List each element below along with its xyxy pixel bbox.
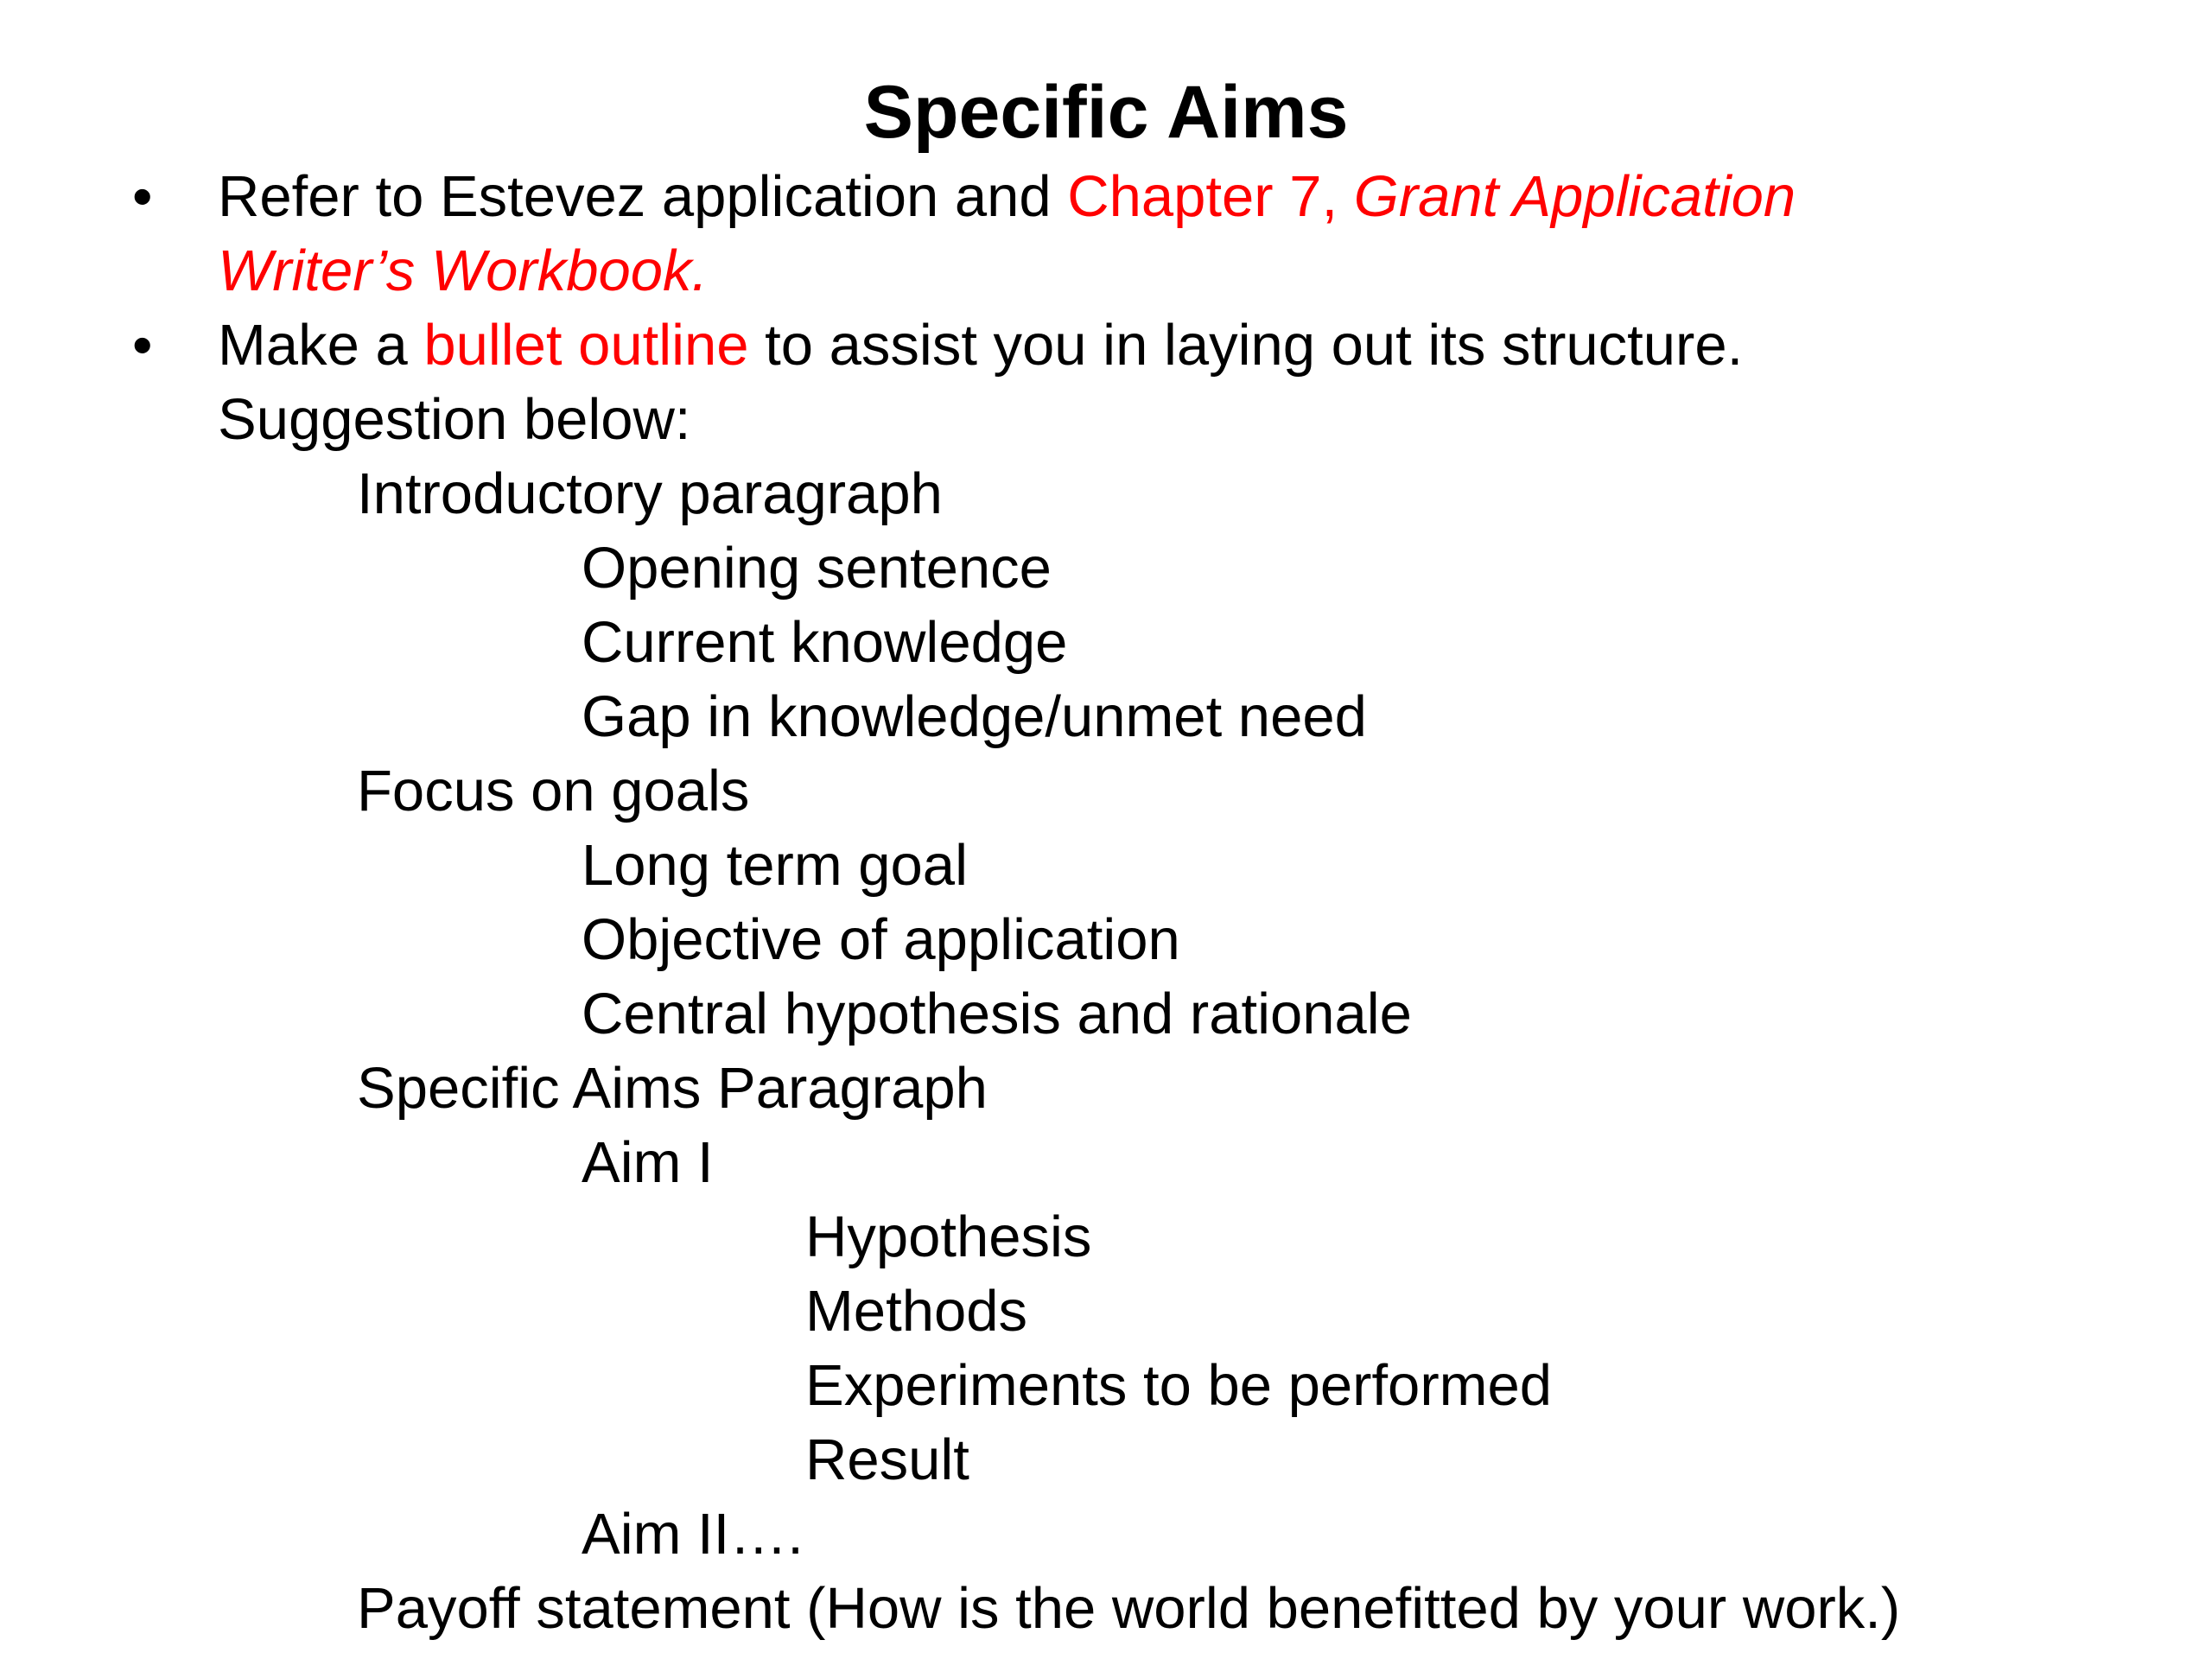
- chapter-reference: Chapter 7,: [1067, 164, 1354, 229]
- outline-central-hypothesis: Central hypothesis and rationale: [582, 982, 1412, 1046]
- bullet-2-line-2: Suggestion below:: [218, 387, 691, 452]
- outline-result: Result: [805, 1427, 969, 1492]
- bullet-2-line-1: [218, 308, 1743, 383]
- outline-focus-on-goals: Focus on goals: [357, 759, 750, 823]
- outline-hypothesis: Hypothesis: [805, 1205, 1092, 1269]
- bullet-outline-highlight: bullet outline: [423, 313, 749, 378]
- bullet-1-text: Refer to Estevez application and: [218, 164, 1068, 229]
- outline-current-knowledge: Current knowledge: [582, 610, 1068, 675]
- outline-aim-1: Aim I: [582, 1130, 714, 1195]
- outline-gap-in-knowledge: Gap in knowledge/unmet need: [582, 684, 1367, 749]
- outline-opening-sentence: Opening sentence: [582, 536, 1052, 601]
- outline-methods: Methods: [805, 1279, 1027, 1344]
- slide-title: Specific Aims: [863, 71, 1349, 154]
- outline-long-term-goal: Long term goal: [582, 833, 968, 898]
- outline-specific-aims-paragraph: Specific Aims Paragraph: [357, 1056, 988, 1121]
- outline-experiments: Experiments to be performed: [805, 1353, 1552, 1418]
- outline-aim-2: Aim II….: [582, 1502, 804, 1567]
- outline-payoff-statement: Payoff statement (How is the world benefitted by your work.): [357, 1576, 1901, 1641]
- bullet-2-text-a: Make a: [218, 313, 424, 378]
- book-title-part-2: Writer’s Workbook.: [218, 238, 709, 303]
- outline-objective: Objective of application: [582, 907, 1180, 972]
- bullet-2-text-b: to assist you in laying out its structure.: [748, 313, 1744, 378]
- bullet-marker: •: [132, 313, 153, 378]
- bullet-marker: •: [132, 164, 153, 229]
- outline-introductory-paragraph: Introductory paragraph: [357, 461, 943, 526]
- book-title-part-1: Grant Application: [1353, 164, 1796, 229]
- bullet-1-line-1: [218, 160, 1796, 234]
